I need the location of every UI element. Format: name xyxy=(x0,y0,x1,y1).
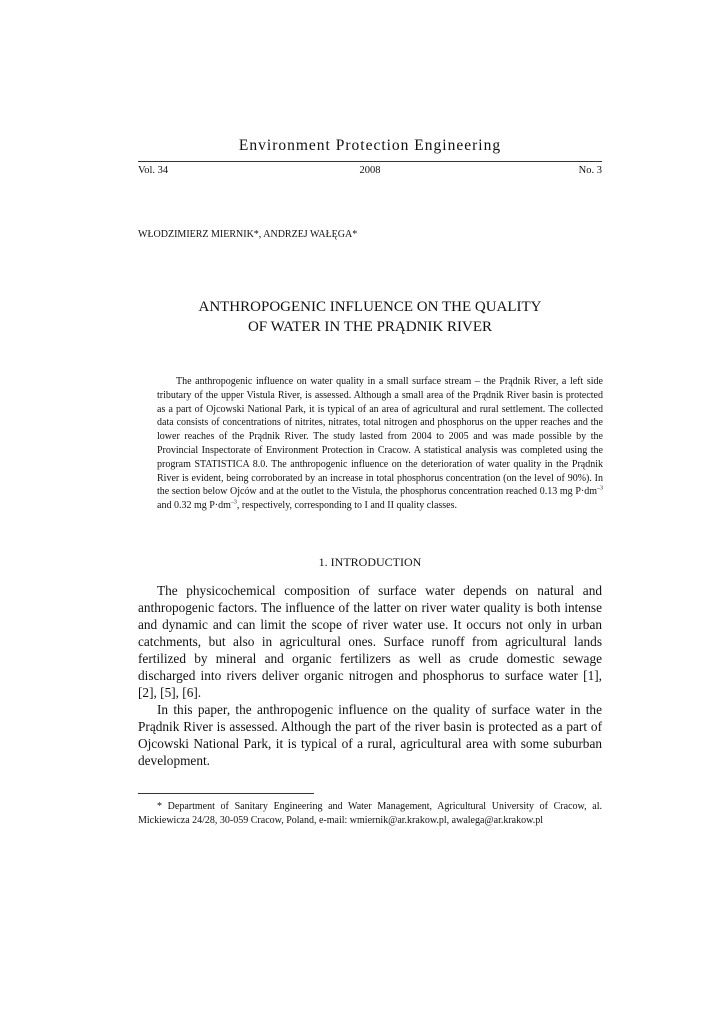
body-paragraph-2: In this paper, the anthropogenic influence on the quality of surface water in the Prądnik River is assessed. Although the part of the river basin is protected as a part of Ojcowski National Park, it is typical of a rural, agricultural area with some suburban development. xyxy=(138,702,602,768)
body-text xyxy=(138,582,602,769)
abstract-paragraph xyxy=(157,375,603,513)
section-heading: 1. INTRODUCTION xyxy=(318,555,422,569)
author-list: WŁODZIMIERZ MIERNIK*, ANDRZEJ WAŁĘGA* xyxy=(138,229,358,240)
abstract-text-mid: and 0.32 mg P·dm xyxy=(157,500,231,512)
abstract-superscript-1: –3 xyxy=(597,486,603,493)
body-paragraph-1: The physicochemical composition of surface water depends on natural and anthropogenic factors. The influence of the latter on river water quality is both intense and dynamic and can limit the scope of river water use. It occurs not only in urban catchments, but also in agricultural ones. Surface runoff from agricultural lands fertilized by mineral and organic fertilizers as well as crude domestic sewage discharged into rivers deliver organic nitrogen and phosphorus to surface water [1], [2], [5], [6]. xyxy=(138,583,602,700)
title-line-2: OF WATER IN THE PRĄDNIK RIVER xyxy=(247,319,493,335)
abstract-superscript-2: –3 xyxy=(230,499,237,506)
volume-label: Vol. 34 xyxy=(138,165,169,176)
issue-number-label: No. 3 xyxy=(578,165,602,176)
abstract-text-end: , respectively, corresponding to I and II quality classes. xyxy=(236,500,458,512)
title-line-1: ANTHROPOGENIC INFLUENCE ON THE QUALITY xyxy=(198,299,542,315)
footnote-rule xyxy=(138,793,314,794)
abstract-text-main: The anthropogenic influence on water quality in a small surface stream – the Prądnik River, a left side tributary of the upper Vistula River, is assessed. Although a small area of the Prądnik River basin is protected as a part of Ojcowski National Park, it is typical of an area of agricultural and rural settlement. The collected data consists of concentrations of nitrites, nitrates, total nitrogen and phosphorus on the upper reaches and the lower reaches of the Prądnik River. The study lasted from 2004 to 2005 and was made possible by the Provincial Inspectorate of Environment Protection in Cracow. A statistical analysis was completed using the program STATISTICA 8.0. The anthropogenic influence on the deterioration of water quality in the Prądnik River is evident, being corroborated by an increase in total phosphorus concentration (on the level of 90%). In the section below Ojców and at the outlet to the Vistula, the phosphorus concentration reached 0.13 mg P·dm xyxy=(157,376,603,498)
footnote-text: * Department of Sanitary Engineering and Water Management, Agricultural University of Cracow, al. Mickiewicza 24/28, 30-059 Cracow, Poland, e-mail: wmiernik@ar.krakow.pl, awalega@ar.krakow.pl xyxy=(138,801,602,826)
abstract xyxy=(157,375,603,513)
header-rule xyxy=(138,161,602,162)
year-label: 2008 xyxy=(359,165,381,176)
footnote xyxy=(138,800,602,828)
journal-title: Environment Protection Engineering xyxy=(238,137,502,154)
paper-title xyxy=(138,297,602,337)
issue-info xyxy=(138,165,602,179)
